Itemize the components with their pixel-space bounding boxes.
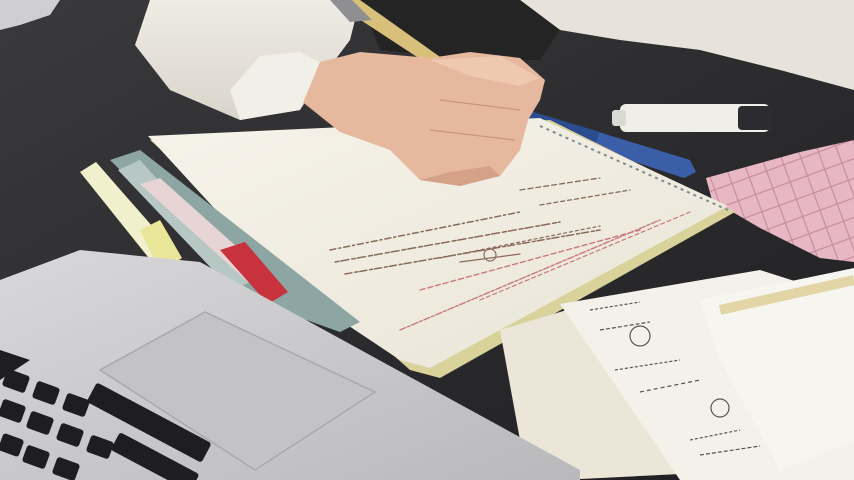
white-marker — [612, 104, 774, 132]
